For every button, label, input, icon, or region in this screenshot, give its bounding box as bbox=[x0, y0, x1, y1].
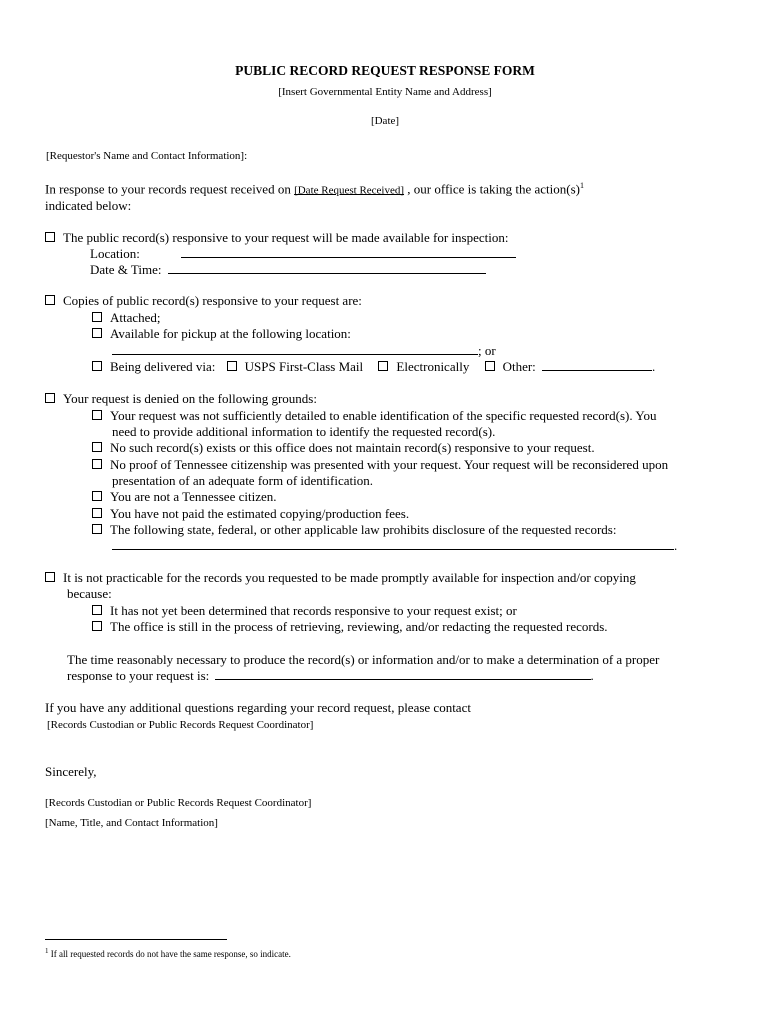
checkbox-law[interactable] bbox=[92, 524, 102, 534]
time-necessary-label: response to your request is: bbox=[67, 668, 210, 683]
datetime-field[interactable] bbox=[168, 262, 486, 274]
electronic-label: Electronically bbox=[396, 359, 470, 374]
reason-in-process bbox=[92, 619, 608, 635]
option-not-practicable-label: It is not practicable for the records you requested to be made promptly available for inspection and/or copying bbox=[63, 570, 636, 585]
footnote-divider bbox=[45, 939, 227, 940]
law-row bbox=[112, 538, 677, 554]
location-label: Location: bbox=[90, 246, 140, 261]
checkbox-not-citizen[interactable] bbox=[92, 491, 102, 501]
checkbox-fees[interactable] bbox=[92, 508, 102, 518]
checkbox-no-records[interactable] bbox=[92, 442, 102, 452]
intro-after: , our office is taking the action(s) bbox=[404, 181, 580, 197]
ground-not-citizen bbox=[92, 489, 276, 505]
copies-pickup bbox=[92, 326, 351, 342]
checkbox-not-determined[interactable] bbox=[92, 605, 102, 615]
option-copies-label: Copies of public record(s) responsive to your request are: bbox=[63, 293, 362, 308]
location-field[interactable] bbox=[181, 246, 516, 258]
pickup-label: Available for pickup at the following location: bbox=[110, 326, 351, 341]
ground-no-records-label: No such record(s) exists or this office does not maintain record(s) responsive to your request. bbox=[110, 440, 595, 455]
checkbox-other[interactable] bbox=[485, 361, 495, 371]
datetime-label: Date & Time: bbox=[90, 262, 162, 277]
ground-not-citizen-label: You are not a Tennessee citizen. bbox=[110, 489, 277, 504]
ground-law bbox=[92, 522, 616, 538]
intro-before: In response to your records request received on bbox=[45, 181, 295, 197]
time-necessary-field[interactable] bbox=[215, 668, 591, 680]
checkbox-not-practicable[interactable] bbox=[45, 572, 55, 582]
checkbox-attached[interactable] bbox=[92, 312, 102, 322]
checkbox-no-proof[interactable] bbox=[92, 459, 102, 469]
checkbox-not-detailed[interactable] bbox=[92, 410, 102, 420]
ground-no-proof-cont: presentation of an adequate form of identification. bbox=[112, 473, 373, 488]
pickup-location-row bbox=[112, 343, 496, 359]
reason-in-process-label: The office is still in the process of retrieving, reviewing, and/or redacting the requested records. bbox=[110, 619, 608, 634]
time-necessary-line: The time reasonably necessary to produce the record(s) or information and/or to make a determination of a proper bbox=[67, 652, 660, 667]
footnote-mark: 1 bbox=[45, 947, 49, 955]
ground-no-proof bbox=[92, 457, 668, 473]
intro-line bbox=[45, 181, 584, 197]
ground-no-proof-label: No proof of Tennessee citizenship was presented with your request. Your request will be reconsidered upon bbox=[110, 457, 669, 472]
delivered-label: Being delivered via: bbox=[110, 359, 216, 374]
option-denied bbox=[45, 391, 317, 407]
other-field[interactable] bbox=[542, 359, 652, 371]
law-field[interactable] bbox=[112, 538, 674, 550]
footnote-text: If all requested records do not have the same response, so indicate. bbox=[50, 949, 291, 959]
entity-placeholder: [Insert Governmental Entity Name and Address] bbox=[278, 86, 492, 98]
signature-name: [Name, Title, and Contact Information] bbox=[45, 817, 218, 829]
copies-delivered bbox=[92, 359, 655, 375]
attached-label: Attached; bbox=[110, 310, 161, 325]
other-period: . bbox=[652, 359, 656, 374]
usps-label: USPS First-Class Mail bbox=[244, 359, 364, 374]
option-not-practicable-cont: because: bbox=[67, 586, 112, 601]
ground-not-detailed bbox=[92, 408, 656, 424]
form-title: PUBLIC RECORD REQUEST RESPONSE FORM bbox=[235, 63, 535, 78]
checkbox-copies[interactable] bbox=[45, 295, 55, 305]
other-label: Other: bbox=[502, 359, 536, 374]
checkbox-denied[interactable] bbox=[45, 393, 55, 403]
ground-law-label: The following state, federal, or other applicable law prohibits disclosure of the requested records: bbox=[110, 522, 617, 537]
time-necessary-row bbox=[67, 668, 594, 684]
checkbox-delivered[interactable] bbox=[92, 361, 102, 371]
sincerely: Sincerely, bbox=[45, 764, 97, 779]
checkbox-inspection[interactable] bbox=[45, 232, 55, 242]
pickup-or: ; or bbox=[478, 343, 496, 358]
ground-fees-label: You have not paid the estimated copying/production fees. bbox=[110, 506, 410, 521]
custodian-placeholder: [Records Custodian or Public Records Request Coordinator] bbox=[47, 719, 314, 731]
option-copies bbox=[45, 293, 362, 309]
option-not-practicable bbox=[45, 570, 636, 586]
option-denied-label: Your request is denied on the following grounds: bbox=[63, 391, 317, 406]
checkbox-pickup[interactable] bbox=[92, 328, 102, 338]
date-placeholder: [Date] bbox=[370, 115, 400, 127]
requestor-placeholder: [Requestor's Name and Contact Information]: bbox=[46, 150, 248, 162]
checkbox-usps[interactable] bbox=[227, 361, 237, 371]
reason-not-determined-label: It has not yet been determined that records responsive to your request exist; or bbox=[110, 603, 517, 618]
ground-no-records bbox=[92, 440, 595, 456]
option-inspection bbox=[45, 230, 508, 246]
checkbox-electronic[interactable] bbox=[378, 361, 388, 371]
date-received-field[interactable]: [Date Request Received] bbox=[294, 184, 405, 197]
option-inspection-label: The public record(s) responsive to your request will be made available for inspection: bbox=[63, 230, 509, 245]
footnote-ref: 1 bbox=[579, 181, 584, 190]
ground-not-detailed-label: Your request was not sufficiently detailed to enable identification of the specific requested record(s). You bbox=[110, 408, 657, 423]
intro-line-2: indicated below: bbox=[45, 198, 132, 213]
location-row bbox=[90, 246, 516, 262]
copies-attached bbox=[92, 310, 161, 326]
law-period: . bbox=[674, 538, 678, 553]
datetime-row bbox=[90, 262, 486, 278]
pickup-location-field[interactable] bbox=[112, 343, 478, 355]
reason-not-determined bbox=[92, 603, 517, 619]
signature-custodian: [Records Custodian or Public Records Request Coordinator] bbox=[45, 797, 312, 809]
ground-fees bbox=[92, 506, 409, 522]
footnote bbox=[45, 947, 291, 959]
checkbox-in-process[interactable] bbox=[92, 621, 102, 631]
contact-line: If you have any additional questions regarding your record request, please contact bbox=[45, 700, 471, 715]
time-period: . bbox=[590, 668, 594, 683]
ground-not-detailed-cont: need to provide additional information to identify the requested record(s). bbox=[112, 424, 496, 439]
